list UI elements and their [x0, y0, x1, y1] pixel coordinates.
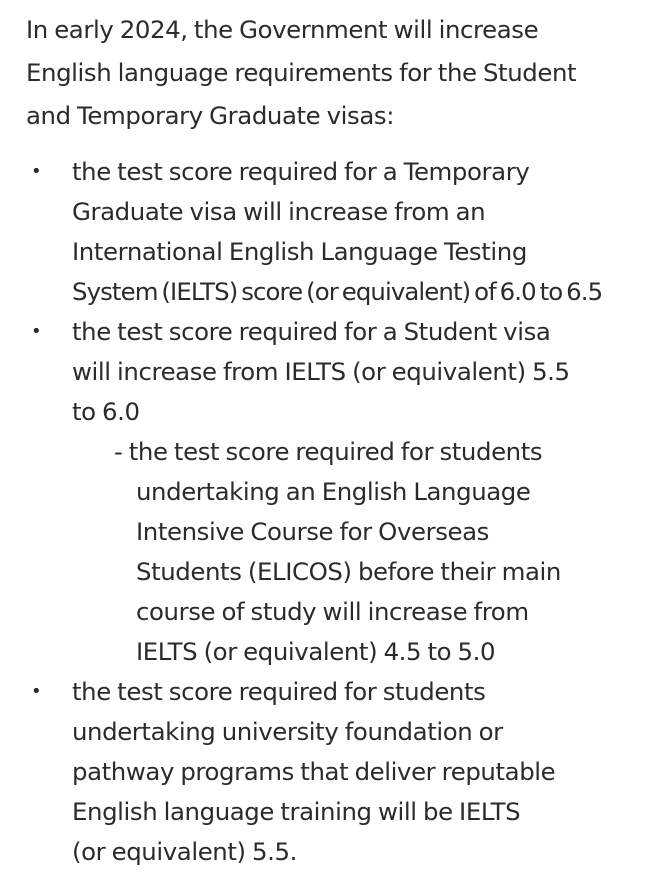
- list-item-line: International English Language Testing: [72, 237, 527, 266]
- sub-item-line: - the test score required for students: [114, 437, 543, 466]
- list-item: [0, 672, 670, 872]
- list-item: [0, 152, 670, 312]
- list-item-line: System (IELTS) score (or equivalent) of 6.0 to 6.5: [72, 277, 603, 306]
- list-item-text: [72, 152, 670, 312]
- list-item-text: [72, 312, 670, 432]
- intro-paragraph: [26, 8, 666, 137]
- list-item-line: will increase from IELTS (or equivalent) 5.5: [72, 357, 570, 386]
- bullet-icon: •: [31, 161, 42, 182]
- list-item-line: to 6.0: [72, 397, 140, 426]
- list-item-line: the test score required for a Temporary: [72, 157, 530, 186]
- intro-line: and Temporary Graduate visas:: [26, 101, 395, 130]
- intro-line: In early 2024, the Government will increase: [26, 15, 539, 44]
- sub-item-line: undertaking an English Language: [136, 477, 531, 506]
- sub-item-line: course of study will increase from: [136, 597, 529, 626]
- list-item-line: undertaking university foundation or: [72, 717, 503, 746]
- list-item-line: (or equivalent) 5.5.: [72, 837, 297, 866]
- list-item-text: [72, 672, 670, 872]
- sub-item-line: Students (ELICOS) before their main: [136, 557, 561, 586]
- sub-item-line: IELTS (or equivalent) 4.5 to 5.0: [136, 637, 496, 666]
- list-item-line: the test score required for students: [72, 677, 486, 706]
- bullet-icon: •: [31, 681, 42, 702]
- sub-item-line: Intensive Course for Overseas: [136, 517, 489, 546]
- list-item-line: the test score required for a Student visa: [72, 317, 551, 346]
- requirements-list: [0, 152, 670, 872]
- list-item-line: pathway programs that deliver reputable: [72, 757, 556, 786]
- bullet-icon: •: [31, 321, 42, 342]
- sub-item: [114, 432, 670, 672]
- list-item-line: Graduate visa will increase from an: [72, 197, 486, 226]
- intro-line: English language requirements for the Student: [26, 58, 577, 87]
- list-item: [0, 312, 670, 672]
- list-item-line: English language training will be IELTS: [72, 797, 521, 826]
